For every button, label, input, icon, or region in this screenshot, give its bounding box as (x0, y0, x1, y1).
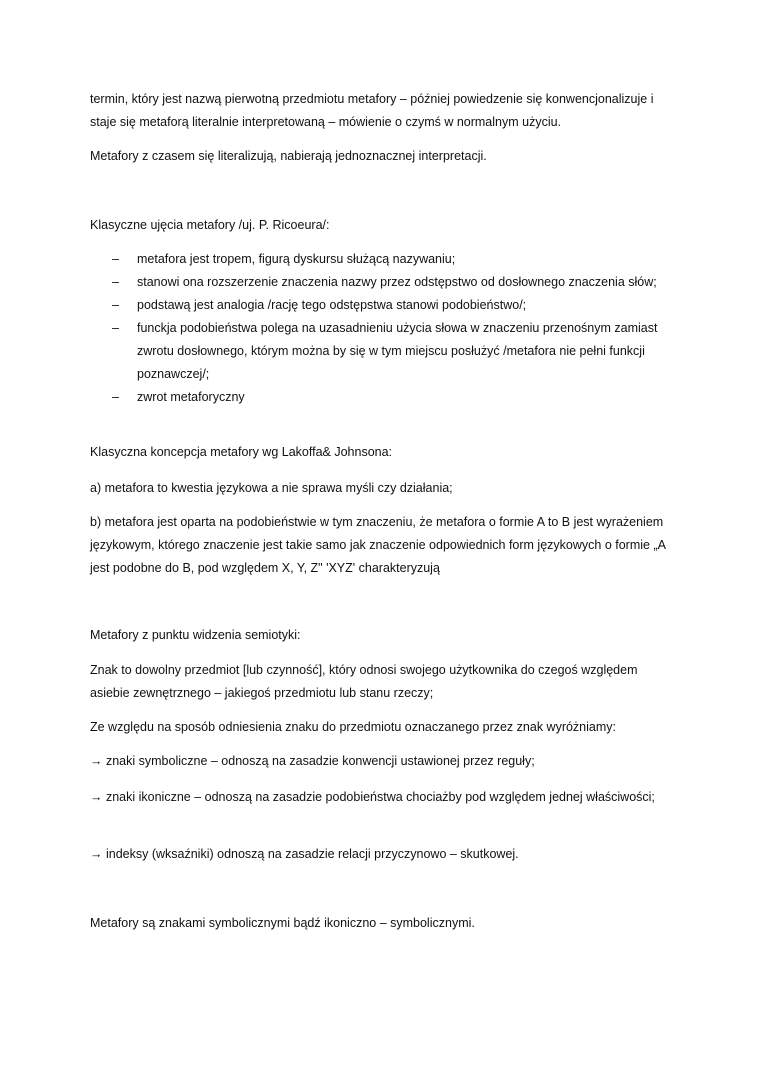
list-item-text: zwrot metaforyczny (137, 390, 245, 404)
list-item-text: metafora jest tropem, figurą dyskursu służącą nazywaniu; (137, 252, 456, 266)
lakoff-point-a: a) metafora to kwestia językowa a nie sprawa myśli czy działania; (90, 481, 453, 495)
dash-bullet: – (112, 390, 119, 404)
conclusion-paragraph: Metafory są znakami symbolicznymi bądź ikoniczno – symbolicznymi. (90, 916, 475, 930)
lakoff-heading: Klasyczna koncepcja metafory wg Lakoffa& Johnsona: (90, 445, 393, 459)
dash-bullet: – (112, 298, 119, 312)
sign-definition: Znak to dowolny przedmiot [lub czynność], który odnosi swojego użytkownika do czegoś względem asiebie zewnętrznego – jakiegoś przedmiotu lub stanu rzeczy; (90, 663, 638, 700)
list-item (90, 317, 675, 386)
classic-heading: Klasyczne ujęcia metafory /uj. P. Ricoeura/: (90, 218, 330, 232)
index-signs: → indeksy (wksaźniki) odnoszą na zasadzie relacji przyczynowo – skutkowej. (90, 847, 519, 861)
distinguish-paragraph: Ze względu na sposób odniesienia znaku do przedmiotu oznaczanego przez znak wyróżniamy: (90, 720, 616, 734)
lakoff-point-b: b) metafora jest oparta na podobieństwie w tym znaczeniu, że metafora o formie A to B jest wyrażeniem językowym, którego znaczenie jest takie samo jak znaczenie odpowiednich form językowych o formie „A jest podobne do B, pod względem X, Y, Z" 'XYZ' charakteryzują (90, 515, 666, 575)
list-item-text: funckja podobieństwa polega na uzasadnieniu użycia słowa w znaczeniu przenośnym zamiast zwrotu dosłownego, którym można by się w tym miejscu posłużyć /metafora nie pełni funkcji poznawczej/; (137, 321, 658, 381)
dash-bullet: – (112, 321, 119, 335)
intro-paragraph: termin, który jest nazwą pierwotną przedmiotu metafory – później powiedzenie się konwencjonalizuje i staje się metaforą literalnie interpretowaną – mówienie o czymś w normalnym użyciu. (90, 92, 654, 129)
iconic-signs: → znaki ikoniczne – odnoszą na zasadzie podobieństwa chociażby pod względem jednej właściwości; (90, 790, 655, 804)
list-item (90, 248, 675, 271)
list-item (90, 294, 675, 317)
list-item-text: stanowi ona rozszerzenie znaczenia nazwy przez odstępstwo od dosłownego znaczenia słów; (137, 275, 657, 289)
dash-bullet: – (112, 252, 119, 266)
list-item (90, 271, 675, 294)
semiotics-heading: Metafory z punktu widzenia semiotyki: (90, 628, 301, 642)
dash-bullet: – (112, 275, 119, 289)
classic-list (90, 248, 675, 409)
list-item-text: podstawą jest analogia /rację tego odstępstwa stanowi podobieństwo/; (137, 298, 527, 312)
literalization-paragraph: Metafory z czasem się literalizują, nabierają jednoznacznej interpretacji. (90, 149, 487, 163)
list-item (90, 386, 675, 409)
symbolic-signs: → znaki symboliczne – odnoszą na zasadzie konwencji ustawionej przez reguły; (90, 754, 535, 768)
